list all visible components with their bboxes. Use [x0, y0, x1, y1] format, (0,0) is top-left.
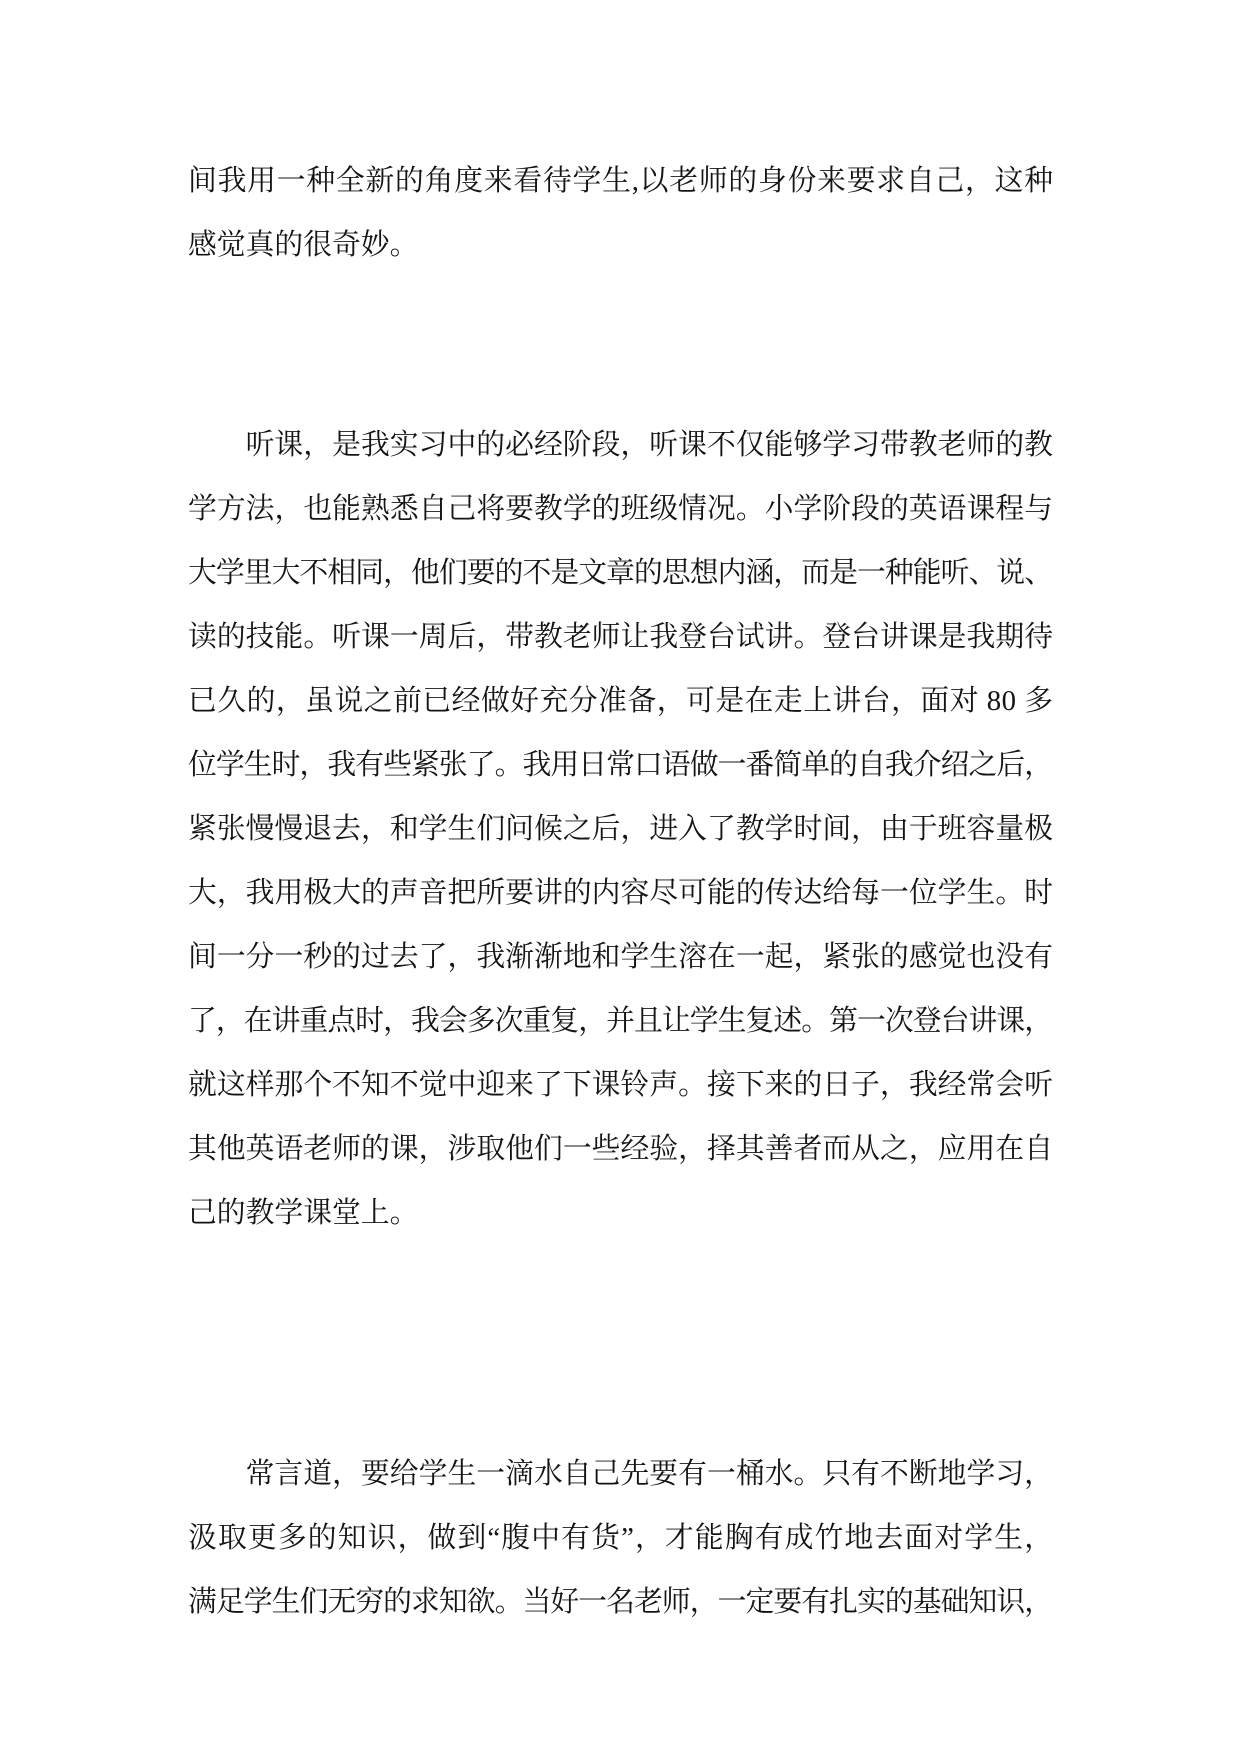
line-text: 就这样那个不知不觉中迎来了下课铃声。接下来的日子，我经常会听 [188, 1069, 1054, 1101]
line-text: 汲取更多的知识，做到“腹中有货”，才能胸有成竹地去面对学生， [188, 1522, 1055, 1554]
line-text: 已久的，虽说之前已经做好充分准备，可是在走上讲台，面对 80 多 [188, 685, 1054, 717]
text-line [188, 213, 1053, 277]
text-line [188, 925, 1053, 989]
line-text: 大，我用极大的声音把所要讲的内容尽可能的传达给每一位学生。时 [188, 877, 1054, 909]
line-text: 常言道，要给学生一滴水自己先要有一桶水。只有不断地学习， [245, 1458, 1054, 1490]
paragraph [188, 1442, 1053, 1634]
paragraph [188, 149, 1053, 277]
line-text: 间我用一种全新的角度来看待学生,以老师的身份来要求自己，这种 [188, 165, 1054, 197]
line-text: 位学生时，我有些紧张了。我用日常口语做一番简单的自我介绍之后， [188, 749, 1053, 781]
text-line [188, 541, 1053, 605]
paragraph [188, 413, 1053, 1245]
line-text: 感觉真的很奇妙。 [188, 229, 419, 261]
text-line [188, 1442, 1053, 1506]
line-text: 大学里大不相同，他们要的不是文章的思想内涵，而是一种能听、说、 [188, 557, 1053, 589]
line-text: 听课，是我实习中的必经阶段，听课不仅能够学习带教老师的教 [245, 429, 1054, 461]
line-text: 读的技能。听课一周后，带教老师让我登台试讲。登台讲课是我期待 [188, 621, 1054, 653]
text-line [188, 1570, 1053, 1634]
line-text: 间一分一秒的过去了，我渐渐地和学生溶在一起，紧张的感觉也没有 [188, 941, 1054, 973]
text-line [188, 1117, 1053, 1181]
line-text: 紧张慢慢退去，和学生们问候之后，进入了教学时间，由于班容量极 [188, 813, 1054, 845]
text-line [188, 989, 1053, 1053]
line-text: 其他英语老师的课，涉取他们一些经验，择其善者而从之，应用在自 [188, 1133, 1054, 1165]
line-text: 满足学生们无穷的求知欲。当好一名老师，一定要有扎实的基础知识， [188, 1586, 1053, 1618]
line-text: 了，在讲重点时，我会多次重复，并且让学生复述。第一次登台讲课， [188, 1005, 1053, 1037]
line-text: 己的教学课堂上。 [188, 1197, 419, 1229]
text-line [188, 605, 1053, 669]
text-line [188, 669, 1053, 733]
text-line [188, 1053, 1053, 1117]
text-line [188, 1181, 1053, 1245]
text-line [188, 1506, 1053, 1570]
text-line [188, 861, 1053, 925]
text-line [188, 413, 1053, 477]
text-line [188, 797, 1053, 861]
text-line [188, 733, 1053, 797]
line-text: 学方法，也能熟悉自己将要教学的班级情况。小学阶段的英语课程与 [188, 493, 1054, 525]
text-line [188, 477, 1053, 541]
text-line [188, 149, 1053, 213]
